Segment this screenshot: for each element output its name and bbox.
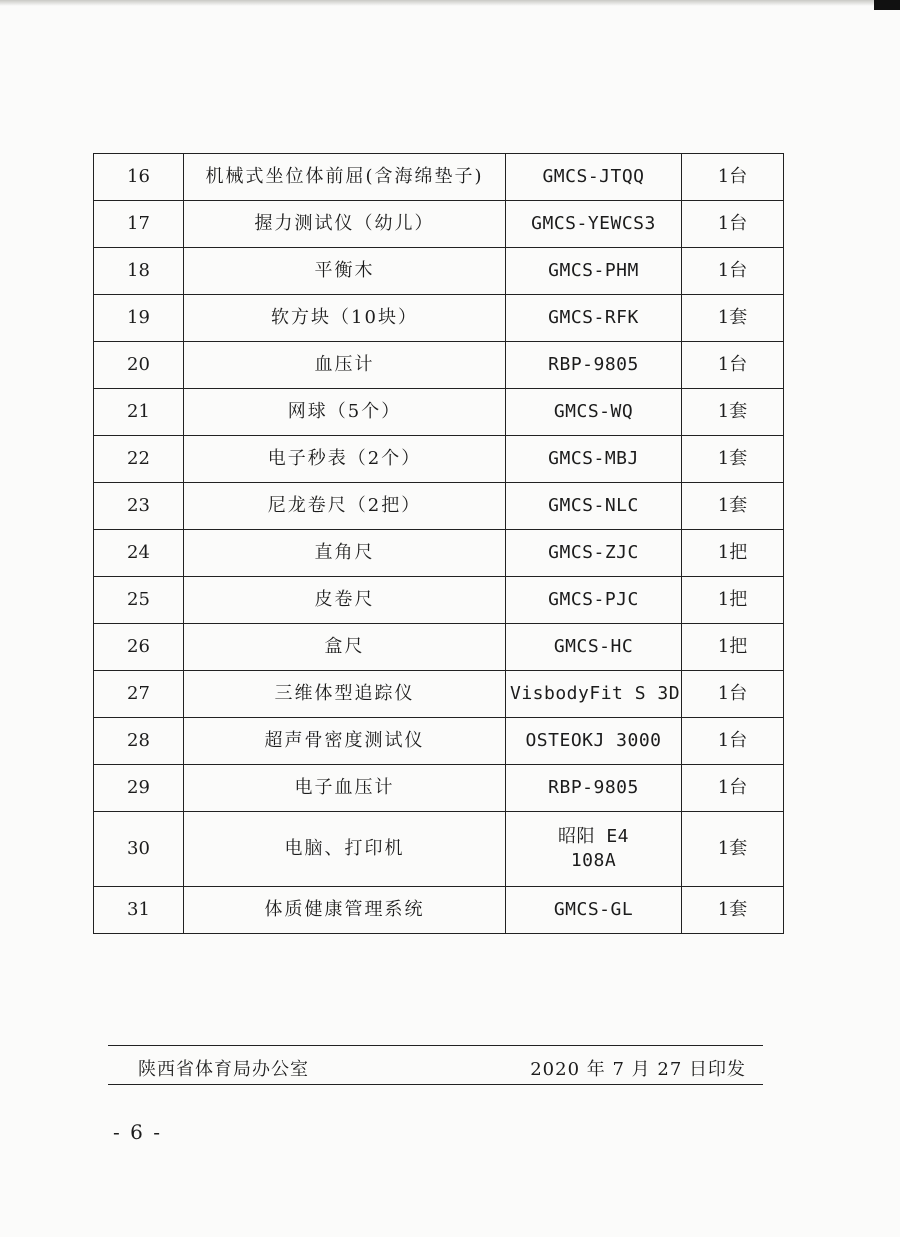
row-number: 20 bbox=[94, 342, 184, 389]
equipment-model: OSTEOKJ 3000 bbox=[506, 718, 682, 765]
equipment-name: 盒尺 bbox=[184, 624, 506, 671]
equipment-model: RBP-9805 bbox=[506, 342, 682, 389]
equipment-name: 体质健康管理系统 bbox=[184, 887, 506, 934]
equipment-name: 超声骨密度测试仪 bbox=[184, 718, 506, 765]
equipment-model: GMCS-ZJC bbox=[506, 530, 682, 577]
issue-date: 2020 年 7 月 27 日印发 bbox=[530, 1059, 746, 1080]
equipment-model: GMCS-WQ bbox=[506, 389, 682, 436]
table-row bbox=[94, 248, 784, 295]
table-row bbox=[94, 436, 784, 483]
equipment-quantity: 1套 bbox=[682, 295, 784, 342]
equipment-table bbox=[93, 153, 784, 934]
equipment-quantity: 1台 bbox=[682, 718, 784, 765]
equipment-model bbox=[506, 812, 682, 887]
row-number: 26 bbox=[94, 624, 184, 671]
equipment-quantity: 1把 bbox=[682, 624, 784, 671]
equipment-quantity: 1套 bbox=[682, 812, 784, 887]
equipment-model-line: 昭阳 E4 bbox=[557, 826, 629, 847]
row-number: 19 bbox=[94, 295, 184, 342]
row-number: 24 bbox=[94, 530, 184, 577]
equipment-name: 电子血压计 bbox=[184, 765, 506, 812]
table-row bbox=[94, 342, 784, 389]
equipment-name: 电子秒表（2个） bbox=[184, 436, 506, 483]
table-row bbox=[94, 887, 784, 934]
table-row bbox=[94, 295, 784, 342]
table-row bbox=[94, 154, 784, 201]
issuing-office: 陕西省体育局办公室 bbox=[138, 1059, 309, 1080]
scan-corner-mark bbox=[874, 0, 900, 10]
footer-bottom-rule bbox=[108, 1084, 763, 1085]
row-number: 23 bbox=[94, 483, 184, 530]
row-number: 29 bbox=[94, 765, 184, 812]
equipment-model-line: 108A bbox=[570, 850, 617, 871]
row-number: 30 bbox=[94, 812, 184, 887]
equipment-quantity: 1台 bbox=[682, 201, 784, 248]
equipment-quantity: 1台 bbox=[682, 248, 784, 295]
equipment-quantity: 1套 bbox=[682, 389, 784, 436]
equipment-model: VisbodyFit S 3D bbox=[506, 671, 682, 718]
table-row bbox=[94, 201, 784, 248]
equipment-model: GMCS-PHM bbox=[506, 248, 682, 295]
table-row bbox=[94, 530, 784, 577]
equipment-model: GMCS-MBJ bbox=[506, 436, 682, 483]
equipment-quantity: 1把 bbox=[682, 577, 784, 624]
equipment-model: GMCS-HC bbox=[506, 624, 682, 671]
equipment-name: 平衡木 bbox=[184, 248, 506, 295]
equipment-model: GMCS-NLC bbox=[506, 483, 682, 530]
equipment-name: 电脑、打印机 bbox=[184, 812, 506, 887]
equipment-quantity: 1台 bbox=[682, 342, 784, 389]
equipment-quantity: 1套 bbox=[682, 483, 784, 530]
table-row bbox=[94, 483, 784, 530]
table-row bbox=[94, 765, 784, 812]
equipment-name: 机械式坐位体前屈(含海绵垫子) bbox=[184, 154, 506, 201]
table-row bbox=[94, 671, 784, 718]
row-number: 31 bbox=[94, 887, 184, 934]
table-row bbox=[94, 624, 784, 671]
row-number: 22 bbox=[94, 436, 184, 483]
equipment-quantity: 1台 bbox=[682, 671, 784, 718]
footer-top-rule bbox=[108, 1045, 763, 1046]
row-number: 18 bbox=[94, 248, 184, 295]
equipment-model: RBP-9805 bbox=[506, 765, 682, 812]
row-number: 27 bbox=[94, 671, 184, 718]
row-number: 17 bbox=[94, 201, 184, 248]
table-row bbox=[94, 812, 784, 887]
equipment-name: 网球（5个） bbox=[184, 389, 506, 436]
equipment-name: 直角尺 bbox=[184, 530, 506, 577]
row-number: 16 bbox=[94, 154, 184, 201]
equipment-name: 软方块（10块） bbox=[184, 295, 506, 342]
equipment-model: GMCS-YEWCS3 bbox=[506, 201, 682, 248]
row-number: 28 bbox=[94, 718, 184, 765]
equipment-model: GMCS-PJC bbox=[506, 577, 682, 624]
equipment-quantity: 1台 bbox=[682, 765, 784, 812]
equipment-name: 皮卷尺 bbox=[184, 577, 506, 624]
equipment-quantity: 1套 bbox=[682, 887, 784, 934]
equipment-quantity: 1台 bbox=[682, 154, 784, 201]
equipment-name: 握力测试仪（幼儿） bbox=[184, 201, 506, 248]
equipment-model: GMCS-GL bbox=[506, 887, 682, 934]
scan-top-edge bbox=[0, 0, 874, 6]
row-number: 25 bbox=[94, 577, 184, 624]
equipment-quantity: 1把 bbox=[682, 530, 784, 577]
row-number: 21 bbox=[94, 389, 184, 436]
equipment-model: GMCS-RFK bbox=[506, 295, 682, 342]
equipment-name: 血压计 bbox=[184, 342, 506, 389]
table-row bbox=[94, 577, 784, 624]
equipment-model: GMCS-JTQQ bbox=[506, 154, 682, 201]
page-number: - 6 - bbox=[113, 1120, 162, 1144]
table-row bbox=[94, 718, 784, 765]
equipment-quantity: 1套 bbox=[682, 436, 784, 483]
equipment-name: 尼龙卷尺（2把） bbox=[184, 483, 506, 530]
table-row bbox=[94, 389, 784, 436]
equipment-name: 三维体型追踪仪 bbox=[184, 671, 506, 718]
